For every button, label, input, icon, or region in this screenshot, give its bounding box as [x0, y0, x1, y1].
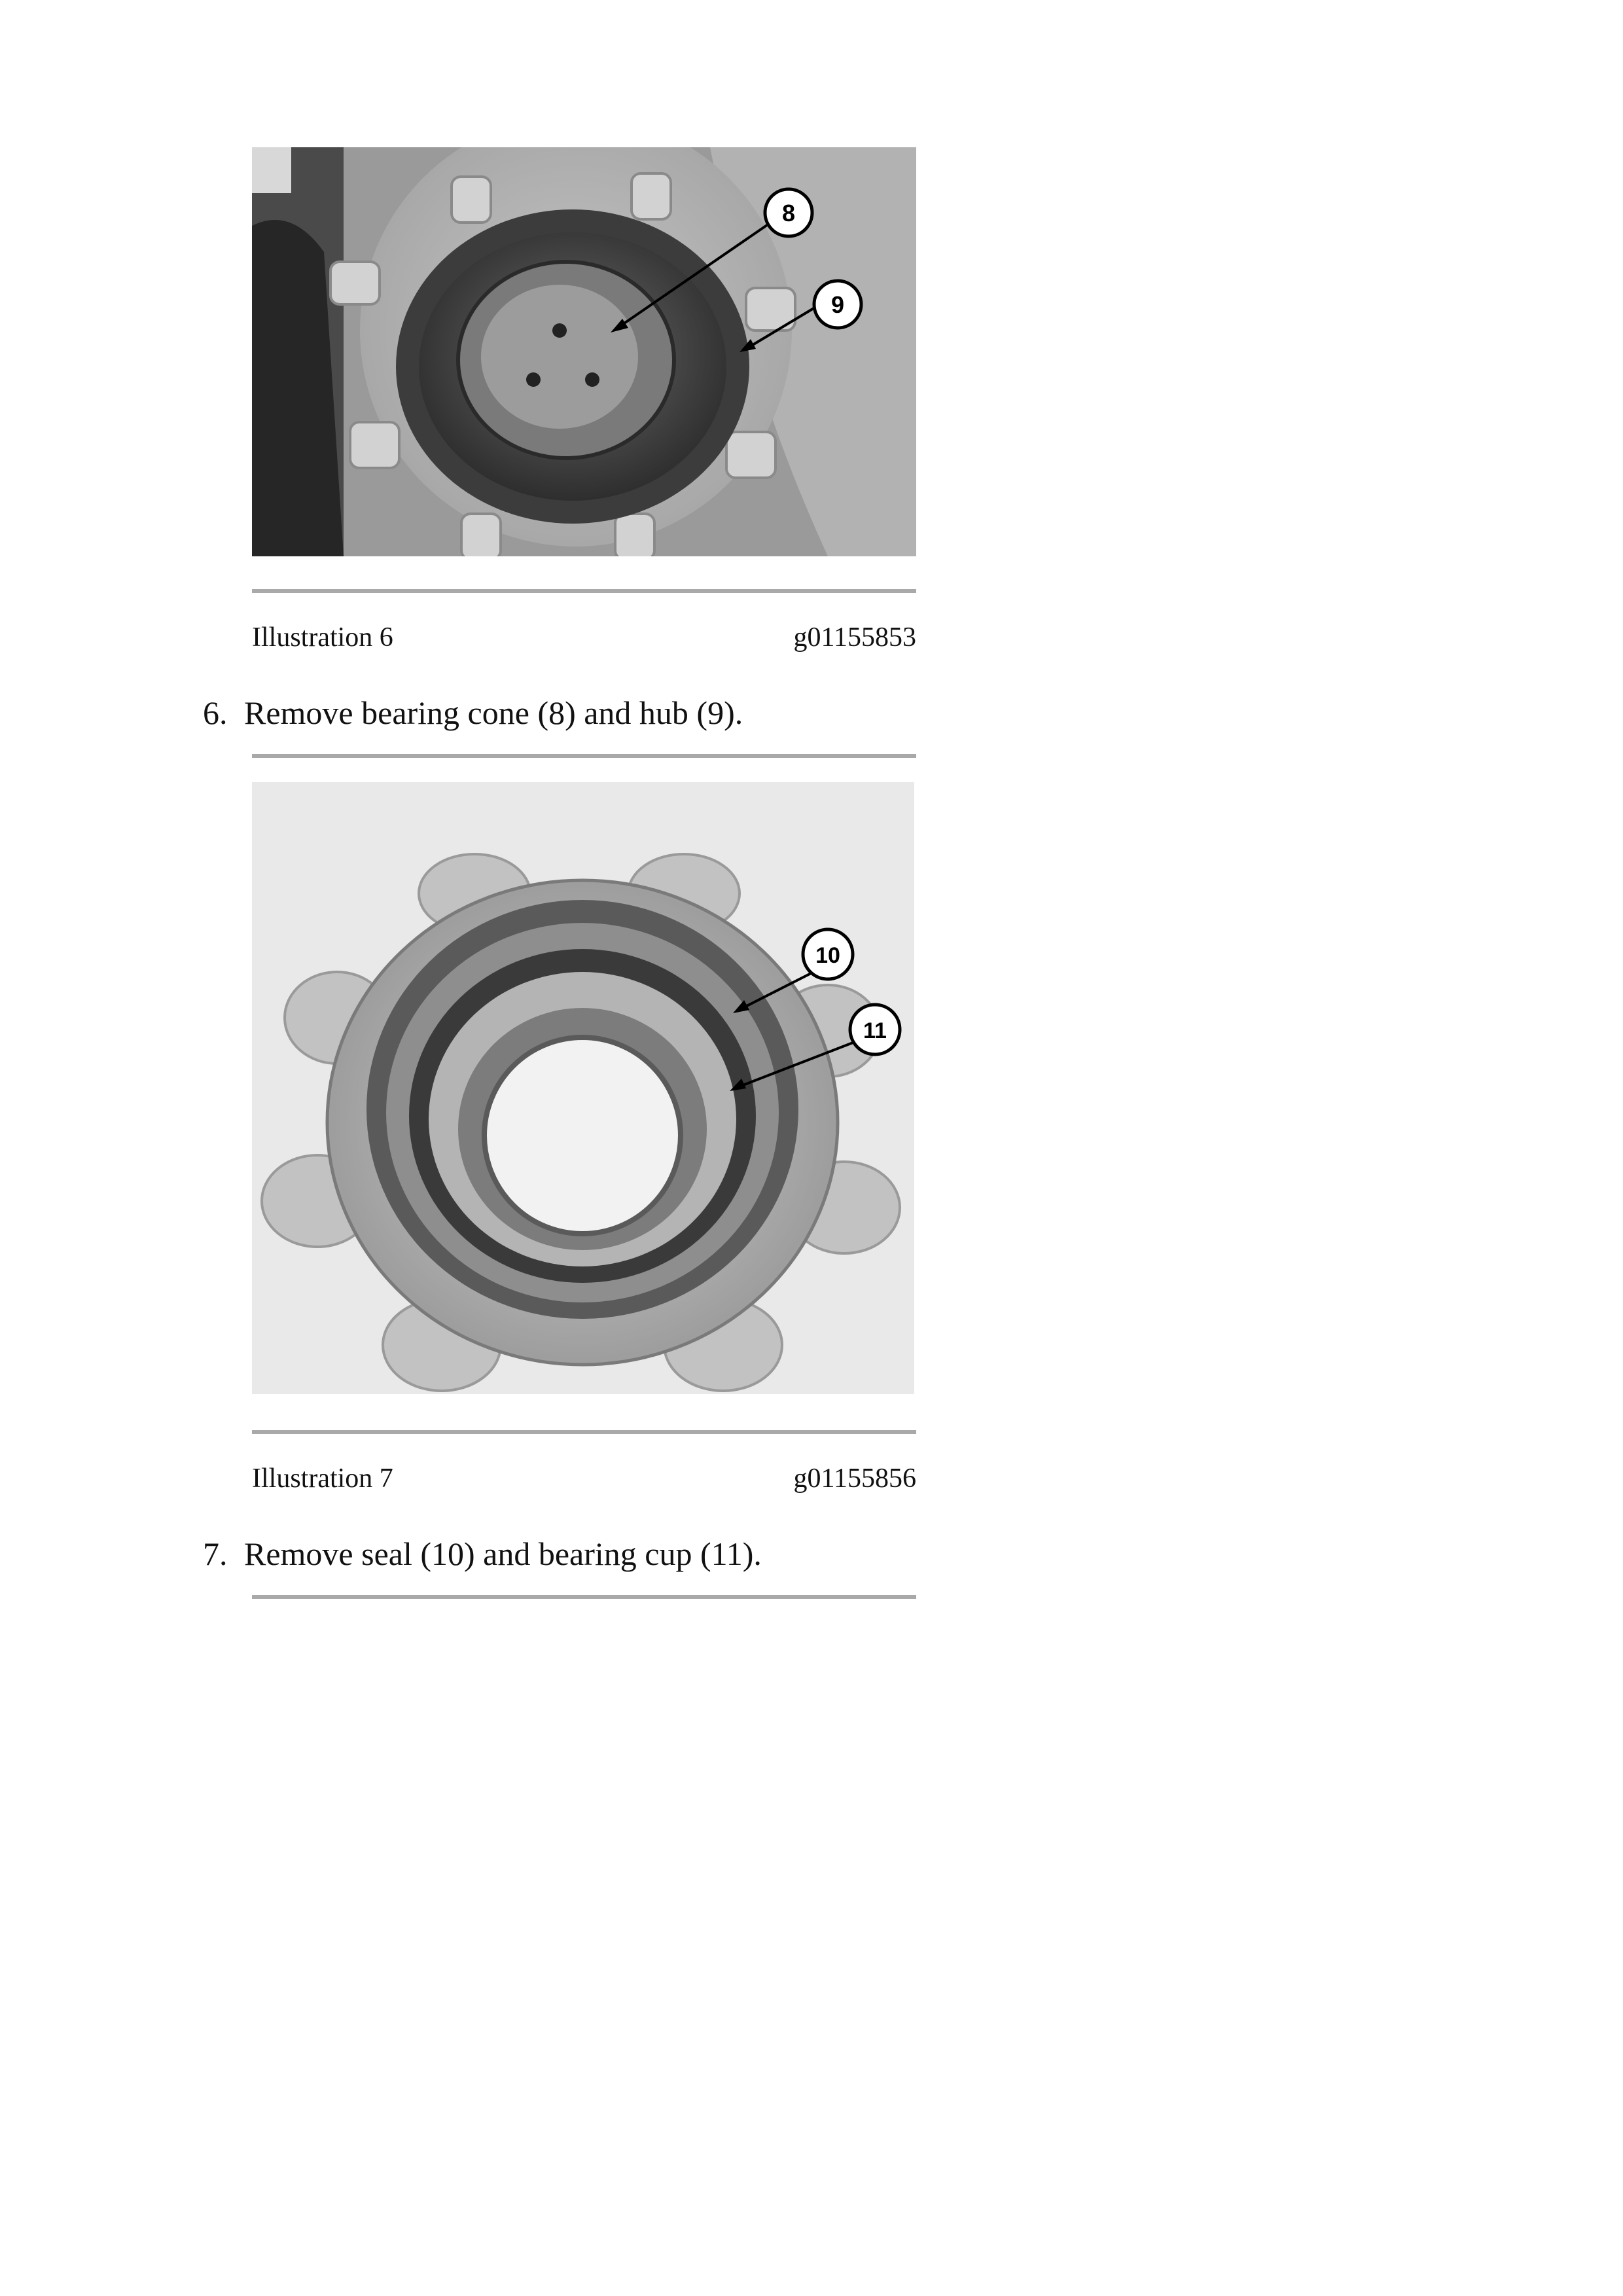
callout-11: 11	[863, 1018, 887, 1043]
callout-8: 8	[781, 200, 796, 226]
illustration-caption: Illustration 6	[252, 622, 393, 653]
callout-10: 10	[815, 943, 840, 968]
step-number: 6.	[203, 694, 228, 731]
step-text: Remove seal (10) and bearing cup (11).	[244, 1535, 762, 1572]
graphic-id: g01155856	[793, 1463, 916, 1494]
step-rule	[252, 754, 916, 758]
illustration-7-photo	[252, 782, 914, 1394]
step-number: 7.	[203, 1535, 228, 1572]
illustration-6-photo	[252, 147, 916, 556]
step-rule	[252, 1595, 916, 1599]
caption-rule-top	[252, 1430, 916, 1434]
graphic-id: g01155853	[793, 622, 916, 653]
illustration-caption: Illustration 7	[252, 1463, 393, 1494]
caption-rule-top	[252, 589, 916, 593]
step-text: Remove bearing cone (8) and hub (9).	[244, 694, 743, 731]
callout-9: 9	[830, 291, 845, 318]
